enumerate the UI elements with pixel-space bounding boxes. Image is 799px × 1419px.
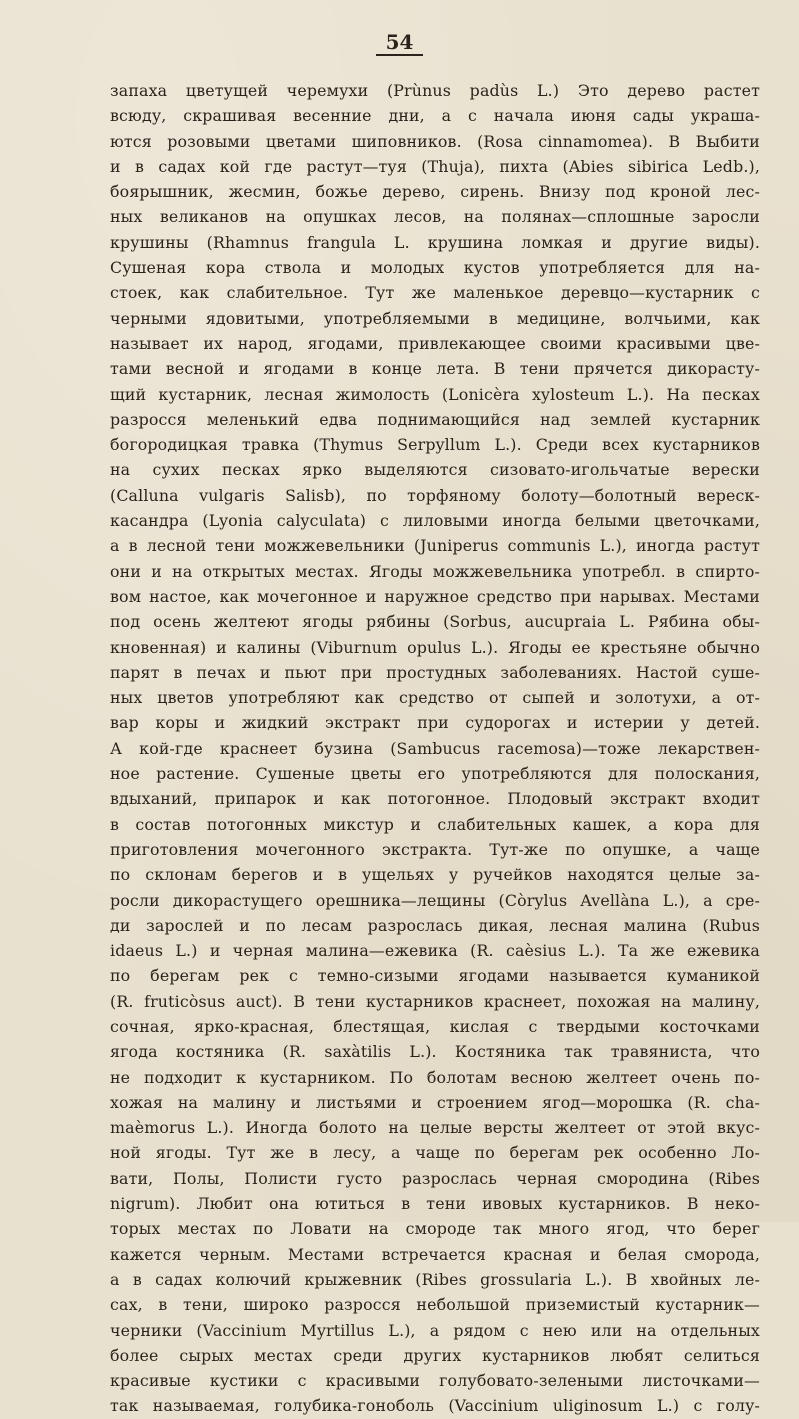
text-line: и в садах кой где растут—туя (Thuja), пихта (Abies sibirica Ledb.), — [110, 156, 760, 176]
text-line: Сушеная кора ствола и молодых кустов употребляется для на- — [110, 258, 760, 278]
text-line: ягода костяника (R. saxàtilis L.). Костяника так травяниста, что — [110, 1042, 760, 1062]
text-line: стоек, как слабительное. Тут же маленькое деревцо—кустарник с — [110, 283, 760, 303]
text-line: maèmorus L.). Иногда болото на целые версты желтеет от этой вкус- — [110, 1118, 760, 1138]
text-line: idaeus L.) и черная малина—ежевика (R. caèsius L.). Та же ежевика — [110, 941, 760, 961]
page-number-text: 54 — [376, 31, 424, 56]
text-line: хожая на малину и листьями и строением ягод—морошка (R. cha- — [110, 1092, 760, 1112]
body-text — [110, 78, 760, 1419]
text-line: крушины (Rhamnus frangula L. крушина ломкая и другие виды). — [110, 232, 760, 252]
text-line: торых местах по Ловати на смороде так много ягод, что берег — [110, 1219, 760, 1239]
text-line: сах, в тени, широко разросся небольшой приземистый кустарник— — [110, 1295, 760, 1315]
text-line: по склонам берегов и в ущельях у ручейков находятся целые за- — [110, 865, 760, 885]
text-line: называет их народ, ягодами, привлекающее своими красивыми цве- — [110, 333, 760, 353]
text-line: черники (Vaccinium Myrtillus L.), а рядом с нею или на отдельных — [110, 1320, 760, 1340]
text-line: разросся меленький едва поднимающийся над землей кустарник — [110, 409, 760, 429]
text-line: ди зарослей и по лесам разрослась дикая, лесная малина (Rubus — [110, 915, 760, 935]
text-line: более сырых местах среди других кустарников любят селиться — [110, 1345, 760, 1365]
text-line: боярышник, жесмин, божье дерево, сирень. Внизу под кроной лес- — [110, 182, 760, 202]
text-line: вати, Полы, Полисти густо разрослась черная смородина (Ribes — [110, 1168, 760, 1188]
text-line: nigrum). Любит она ютиться в тени ивовых кустарников. В неко- — [110, 1194, 760, 1214]
text-line: ются розовыми цветами шиповников. (Rosa cinnamomea). В Выбити — [110, 131, 760, 151]
text-line: А кой-где краснеет бузина (Sambucus racemosa)—тоже лекарствен- — [110, 738, 760, 758]
text-line: на сухих песках ярко выделяются сизовато-игольчатые верески — [110, 460, 760, 480]
text-line: ное растение. Сушеные цветы его употребляются для полоскания, — [110, 764, 760, 784]
text-line: приготовления мочегонного экстракта. Тут-же по опушке, а чаще — [110, 839, 760, 859]
text-line: богородицкая травка (Thymus Serpyllum L.). Среди всех кустарников — [110, 435, 760, 455]
text-line: щий кустарник, лесная жимолость (Lonicèra xylosteum L.). На песках — [110, 384, 760, 404]
text-line: так называемая, голубика-гоноболь (Vaccinium uliginosum L.) с голу- — [110, 1396, 760, 1416]
text-line: ных цветов употребляют как средство от сыпей и золотухи, а от- — [110, 688, 760, 708]
text-line: а в лесной тени можжевельники (Juniperus communis L.), иногда растут — [110, 536, 760, 556]
text-line: вдыханий, припарок и как потогонное. Плодовый экстракт входит — [110, 789, 760, 809]
text-line: кажется черным. Местами встречается красная и белая смородa, — [110, 1244, 760, 1264]
text-line: вом настое, как мочегонное и наружное средство при нарывах. Местами — [110, 586, 760, 606]
text-line: ных великанов на опушках лесов, на полянах—сплошные заросли — [110, 207, 760, 227]
text-line: парят в печах и пьют при простудных заболеваниях. Настой суше- — [110, 662, 760, 682]
text-line: а в садах колючий крыжевник (Ribes grossularia L.). В хвойных ле- — [110, 1269, 760, 1289]
text-line: красивые кустики с красивыми голубовато-зелеными листочками— — [110, 1371, 760, 1391]
text-line: вар коры и жидкий экстракт при судорогах и истерии у детей. — [110, 713, 760, 733]
text-line: черными ядовитыми, употребляемыми в медицине, волчьими, как — [110, 308, 760, 328]
text-line: сочная, ярко-красная, блестящая, кислая с твердыми косточками — [110, 1016, 760, 1036]
text-line: росли дикорастущего орешника—лещины (Còrylus Avellàna L.), а сре- — [110, 890, 760, 910]
text-line: всюду, скрашивая весенние дни, а с начала июня сады украша- — [110, 106, 760, 126]
page-number — [0, 30, 799, 56]
text-line: они и на открытых местах. Ягоды можжевельника употребл. в спирто- — [110, 561, 760, 581]
text-line: (R. fruticòsus auct). В тени кустарников краснеет, похожая на малину, — [110, 991, 760, 1011]
text-line: под осень желтеют ягоды рябины (Sorbus, aucupraia L. Рябина обы- — [110, 612, 760, 632]
text-line: ной ягоды. Тут же в лесу, а чаще по берегам рек особенно Ло- — [110, 1143, 760, 1163]
text-line: (Calluna vulgaris Salisb), по торфяному болоту—болотный вереск- — [110, 485, 760, 505]
text-line: касандра (Lyonia calyculata) с лиловыми иногда белыми цветочками, — [110, 511, 760, 531]
text-line: тами весной и ягодами в конце лета. В тени прячется дикорасту- — [110, 359, 760, 379]
text-line: запаха цветущей черемухи (Prùnus padùs L.) Это дерево растет — [110, 81, 760, 100]
text-line: не подходит к кустарником. По болотам весною желтеет очень по- — [110, 1067, 760, 1087]
text-line: по берегам рек с темно-сизыми ягодами называется куманикой — [110, 966, 760, 986]
text-line: кновенная) и калины (Viburnum opulus L.). Ягоды ее крестьяне обычно — [110, 637, 760, 657]
text-line: в состав потогонных микстур и слабительных кашек, а кора для — [110, 814, 760, 834]
